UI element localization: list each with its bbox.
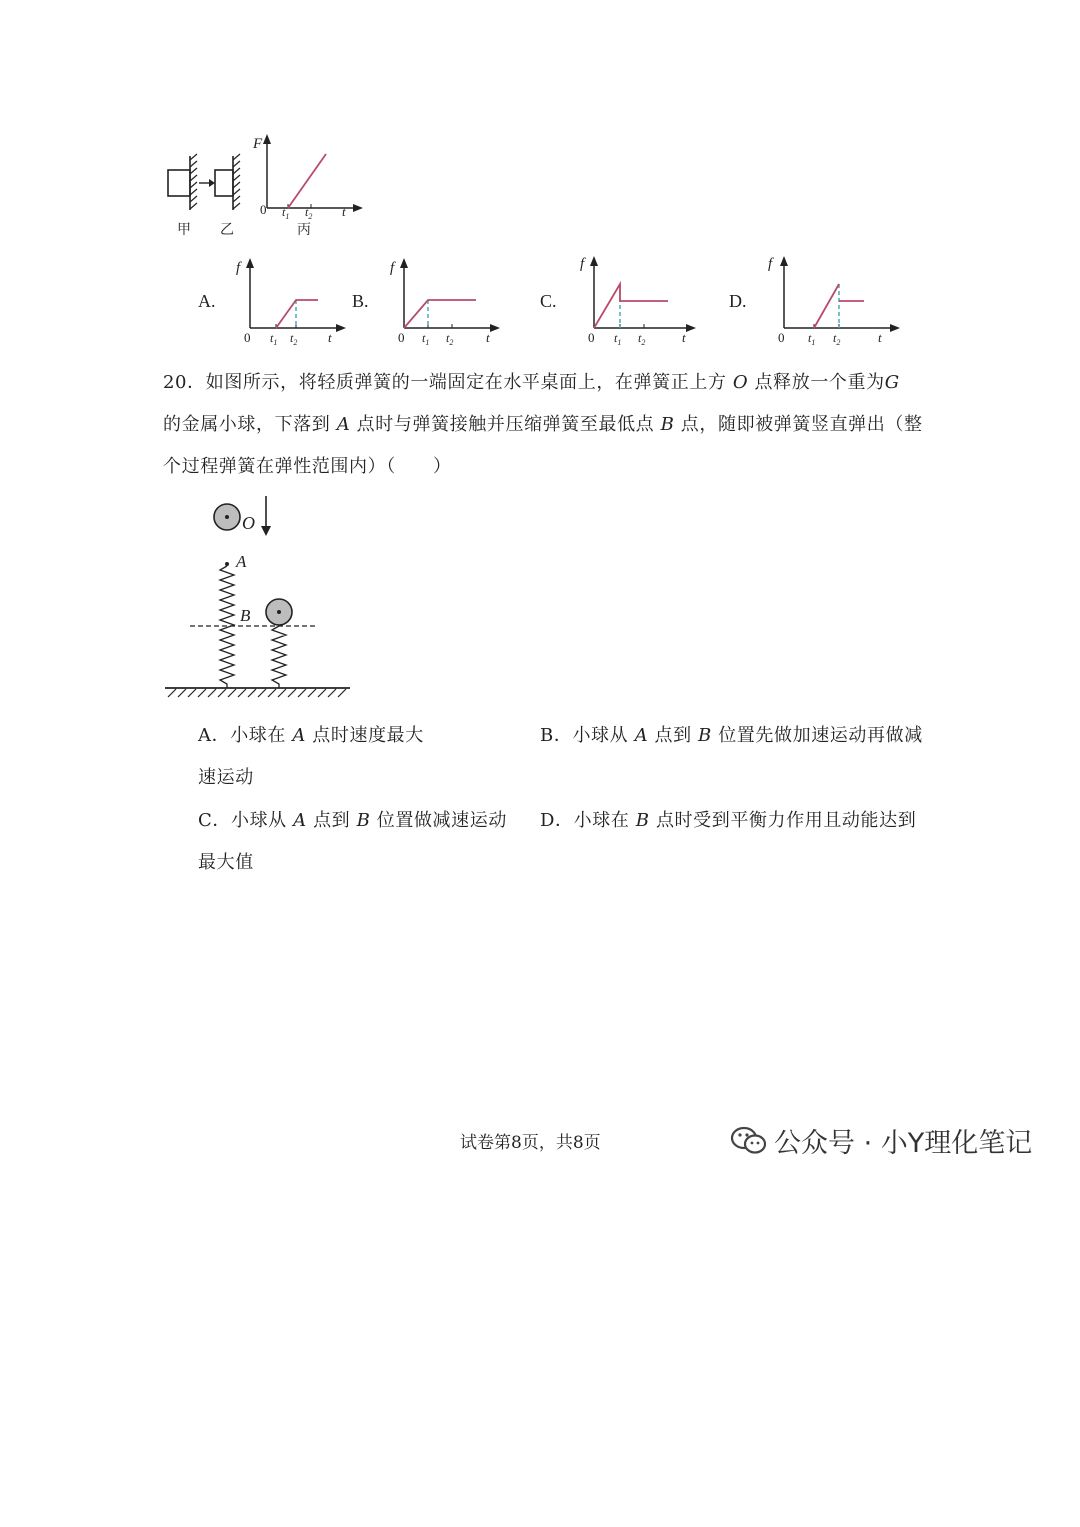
option-c-x-label: t — [682, 330, 686, 345]
watermark-text: 公众号 · 小Y理化笔记 — [774, 1128, 1033, 1159]
option-d-y-label: f — [768, 256, 773, 272]
label-yi: 乙 — [220, 223, 234, 238]
option-a-x-label: t — [328, 330, 332, 345]
option-a-y-label: f — [236, 260, 241, 276]
page-footer: 试卷第8页，共8页 — [460, 1133, 601, 1153]
option-b-y-label: f — [390, 260, 395, 276]
q19-option-d-graph[interactable] — [764, 246, 909, 350]
option-d-t1: $t_1$ — [808, 331, 816, 347]
q20-option-d-continued[interactable]: 最大值 — [198, 852, 254, 873]
q19-option-b-graph[interactable] — [384, 250, 514, 350]
option-a-origin: 0 — [244, 330, 251, 345]
q19-setup-figure — [160, 130, 370, 240]
option-a-t1: $t_1$ — [270, 331, 278, 347]
point-o-label: O — [242, 513, 255, 533]
q20-option-c[interactable]: C．小球从 A 点到 B 位置做减速运动 — [198, 810, 507, 831]
option-c-y-label: f — [580, 256, 585, 272]
graph-bing-t2: $t_2$ — [305, 205, 313, 221]
option-d-origin: 0 — [778, 330, 785, 345]
point-b-label: B — [240, 606, 251, 625]
q20-stem-line1: 20．如图所示，将轻质弹簧的一端固定在水平桌面上，在弹簧正上方 O 点释放一个重为G — [163, 372, 900, 393]
q20-option-b[interactable]: B．小球从 A 点到 B 位置先做加速运动再做减 — [540, 725, 923, 746]
label-bing: 丙 — [297, 223, 311, 238]
option-d-x-label: t — [878, 330, 882, 345]
q20-number: 20． — [163, 372, 206, 393]
q19-option-c-graph[interactable] — [574, 246, 709, 350]
q19-option-a-label[interactable]: A. — [198, 291, 216, 311]
wechat-icon — [730, 1125, 768, 1157]
q19-option-a-graph[interactable] — [230, 250, 360, 350]
q19-option-d-label[interactable]: D. — [729, 291, 747, 311]
option-b-t1: $t_1$ — [422, 331, 430, 347]
block-yi — [215, 170, 233, 196]
watermark — [730, 1121, 1032, 1160]
graph-bing-origin: 0 — [260, 202, 267, 217]
spring-compressed — [272, 626, 286, 688]
q20-stem-line3: 个过程弹簧在弹性范围内）（ ） — [163, 456, 452, 477]
option-b-t2: $t_2$ — [446, 331, 454, 347]
point-a-label: A — [236, 552, 247, 571]
block-jia — [168, 170, 190, 196]
q19-option-b-label[interactable]: B. — [352, 291, 369, 311]
q20-option-a[interactable]: A．小球在 A 点时速度最大 — [198, 725, 424, 746]
option-b-origin: 0 — [398, 330, 405, 345]
graph-bing-y-label: F — [253, 136, 263, 152]
label-jia: 甲 — [177, 223, 191, 238]
q20-stem-line2: 的金属小球，下落到 A 点时与弹簧接触并压缩弹簧至最低点 B 点，随即被弹簧竖直弹出（整 — [163, 414, 923, 435]
option-c-t1: $t_1$ — [614, 331, 622, 347]
q20-spring-figure — [160, 490, 360, 705]
q20-option-b-continued[interactable]: 速运动 — [198, 767, 254, 788]
graph-bing — [252, 134, 363, 221]
q19-option-c-label[interactable]: C. — [540, 291, 557, 311]
option-d-t2: $t_2$ — [833, 331, 841, 347]
option-a-t2: $t_2$ — [290, 331, 298, 347]
graph-bing-x-label: t — [342, 204, 346, 219]
option-c-t2: $t_2$ — [638, 331, 646, 347]
spring-uncompressed — [220, 566, 234, 688]
option-c-origin: 0 — [588, 330, 595, 345]
graph-bing-t1: $t_1$ — [282, 205, 290, 221]
option-b-x-label: t — [486, 330, 490, 345]
q20-option-d[interactable]: D．小球在 B 点时受到平衡力作用且动能达到 — [540, 810, 917, 831]
